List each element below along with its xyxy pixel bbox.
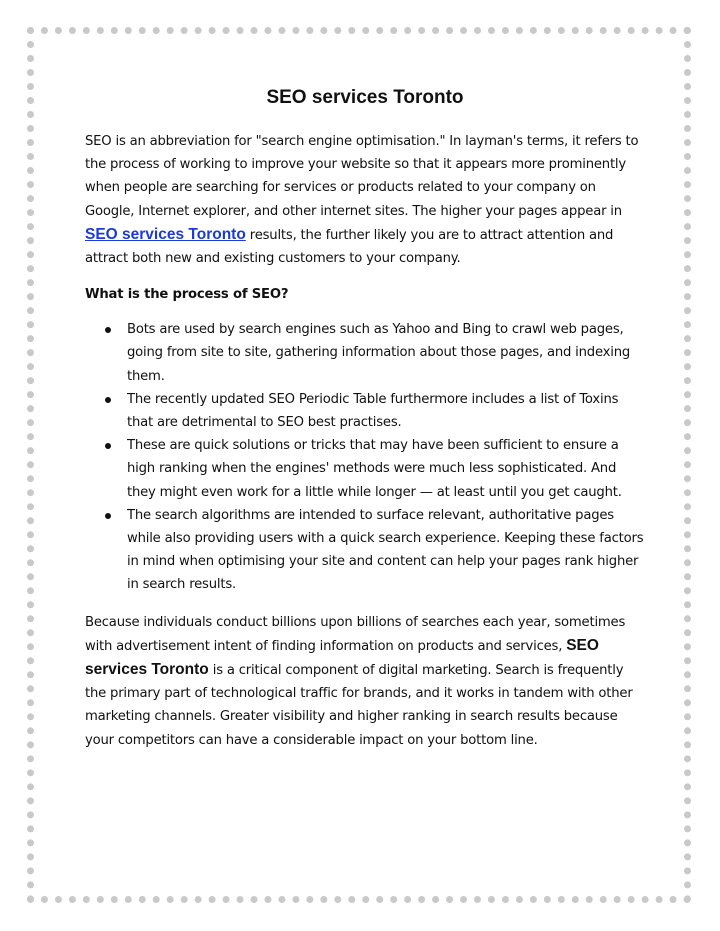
bullet-icon — [105, 443, 111, 449]
bullet-icon — [105, 513, 111, 519]
document-body — [85, 84, 645, 752]
page-title: SEO services Toronto — [266, 87, 464, 108]
list-item — [85, 388, 645, 434]
seo-services-toronto-emphasis: SEO services Toronto — [85, 636, 599, 679]
list-item — [85, 318, 645, 388]
bullet-icon — [105, 327, 111, 333]
list-item — [85, 504, 645, 597]
seo-services-toronto-link[interactable]: SEO services Toronto — [85, 225, 246, 243]
closing-text-2: is a critical component of digital marketing. Search is frequently the primary part of technological traffic for brands, and it works in tandem with other marketing channels. Greater visibility and higher ranking in search results because your competitors can have a considerable impact on your bottom line. — [85, 663, 633, 748]
list-item-text: These are quick solutions or tricks that may have been sufficient to ensure a high ranking when the engines' methods were much less sophisticated. And they might even work for a little while longer — at least until you get caught. — [127, 438, 622, 500]
bullet-icon — [105, 397, 111, 403]
section-heading: What is the process of SEO? — [85, 287, 289, 303]
closing-text-1: Because individuals conduct billions upon billions of searches each year, sometimes with advertisement intent of finding information on products and services, — [85, 614, 626, 654]
intro-text-2: results, the further likely you are to attract attention and attract both new and existing customers to your company. — [85, 227, 614, 267]
list-item-text: Bots are used by search engines such as Yahoo and Bing to crawl web pages, going from site to site, gathering information about those pages, and indexing them. — [127, 322, 631, 384]
list-item-text: The recently updated SEO Periodic Table furthermore includes a list of Toxins that are detrimental to SEO best practises. — [127, 391, 619, 431]
intro-paragraph — [85, 130, 645, 270]
list-item-text: The search algorithms are intended to surface relevant, authoritative pages while also providing users with a quick search experience. Keeping these factors in mind when optimising your site and content can help your pages rank higher in search results. — [127, 507, 644, 593]
list-item — [85, 434, 645, 504]
seo-process-list — [85, 318, 645, 596]
intro-text-1: SEO is an abbreviation for "search engine optimisation." In layman's terms, it refers to the process of working to improve your website so that it appears more prominently when people are searching for services or products related to your company on Google, Internet explorer, and other internet sites. The higher your pages appear in — [85, 134, 639, 219]
closing-paragraph — [85, 611, 645, 752]
